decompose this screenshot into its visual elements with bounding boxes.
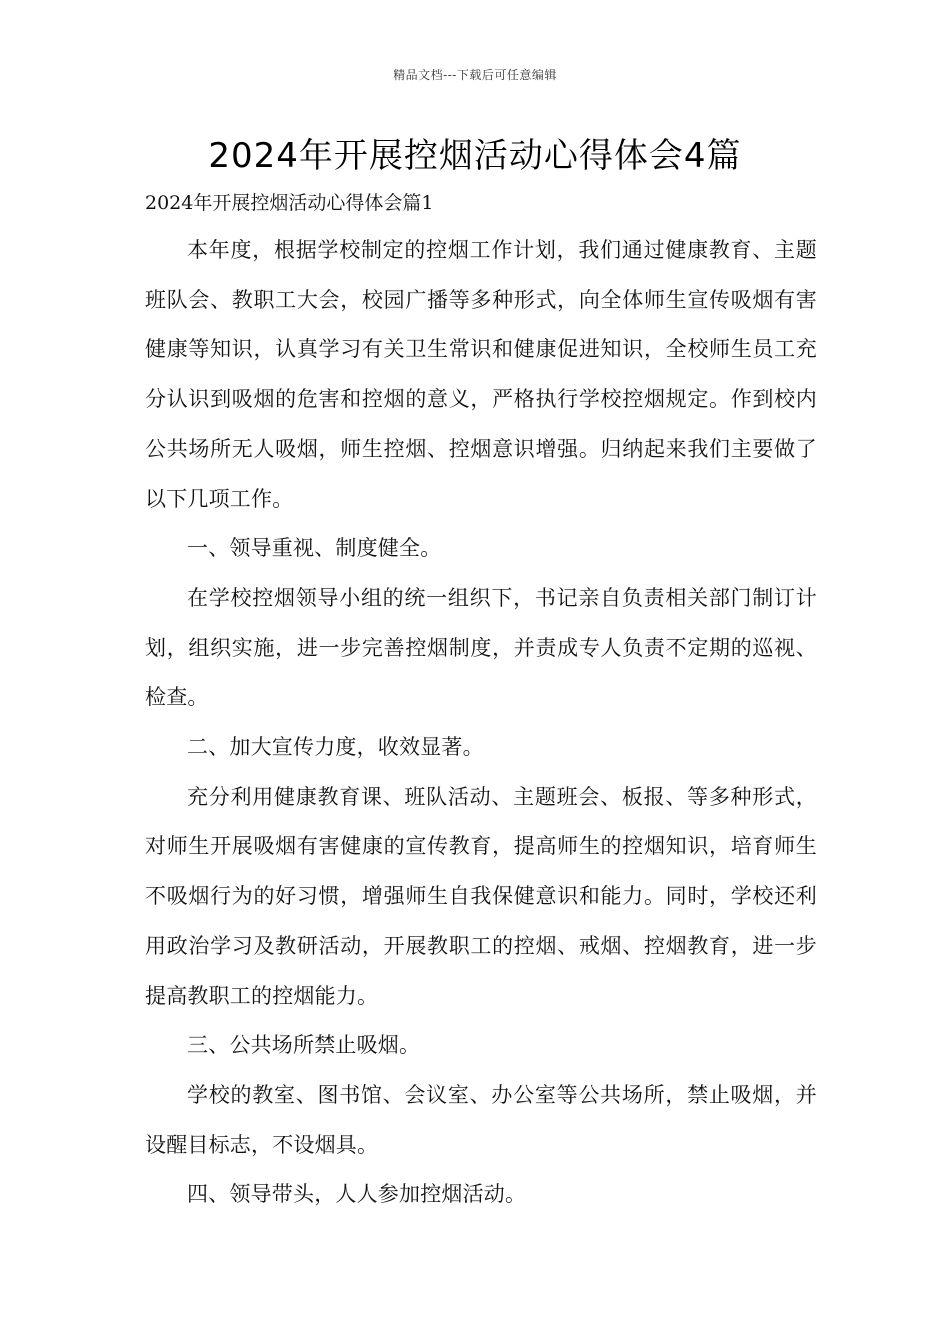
- paragraph-heading-4: 四、领导带头，人人参加控烟活动。: [187, 1182, 527, 1207]
- paragraph-heading-2: 二、加大宣传力度，收效显著。: [187, 735, 484, 760]
- paragraph-body-2: 充分利用健康教育课、班队活动、主题班会、板报、等多种形式，对师生开展吸烟有害健康的宣传教育，提高师生的控烟知识，培育师生不吸烟行为的好习惯，增强师生自我保健意识和能力。同时，学校还利用政治学习及教研活动，开展教职工的控烟、戒烟、控烟教育，进一步提高教职工的控烟能力。: [145, 784, 817, 1008]
- paragraph-body-1: 在学校控烟领导小组的统一组织下，书记亲自负责相关部门制订计划，组织实施，进一步完善控烟制度，并责成专人负责不定期的巡视、检查。: [145, 585, 817, 710]
- section-heading: 2024年开展控烟活动心得体会篇1: [145, 192, 434, 214]
- document-body: [145, 226, 817, 1220]
- header-note: 精品文档---下载后可任意编辑: [393, 68, 557, 82]
- paragraph-intro: 本年度，根据学校制定的控烟工作计划，我们通过健康教育、主题班队会、教职工大会，校园广播等多种形式，向全体师生宣传吸烟有害健康等知识，认真学习有关卫生常识和健康促进知识，全校师生员工充分认识到吸烟的危害和控烟的意义，严格执行学校控烟规定。作到校内公共场所无人吸烟，师生控烟、控烟意识增强。归纳起来我们主要做了以下几项工作。: [145, 238, 817, 511]
- document-title: 2024年开展控烟活动心得体会4篇: [208, 136, 742, 176]
- paragraph-heading-3: 三、公共场所禁止吸烟。: [187, 1033, 421, 1058]
- paragraph-heading-1: 一、领导重视、制度健全。: [187, 536, 442, 561]
- paragraph-body-3: 学校的教室、图书馆、会议室、办公室等公共场所，禁止吸烟，并设醒目标志，不设烟具。: [145, 1082, 817, 1157]
